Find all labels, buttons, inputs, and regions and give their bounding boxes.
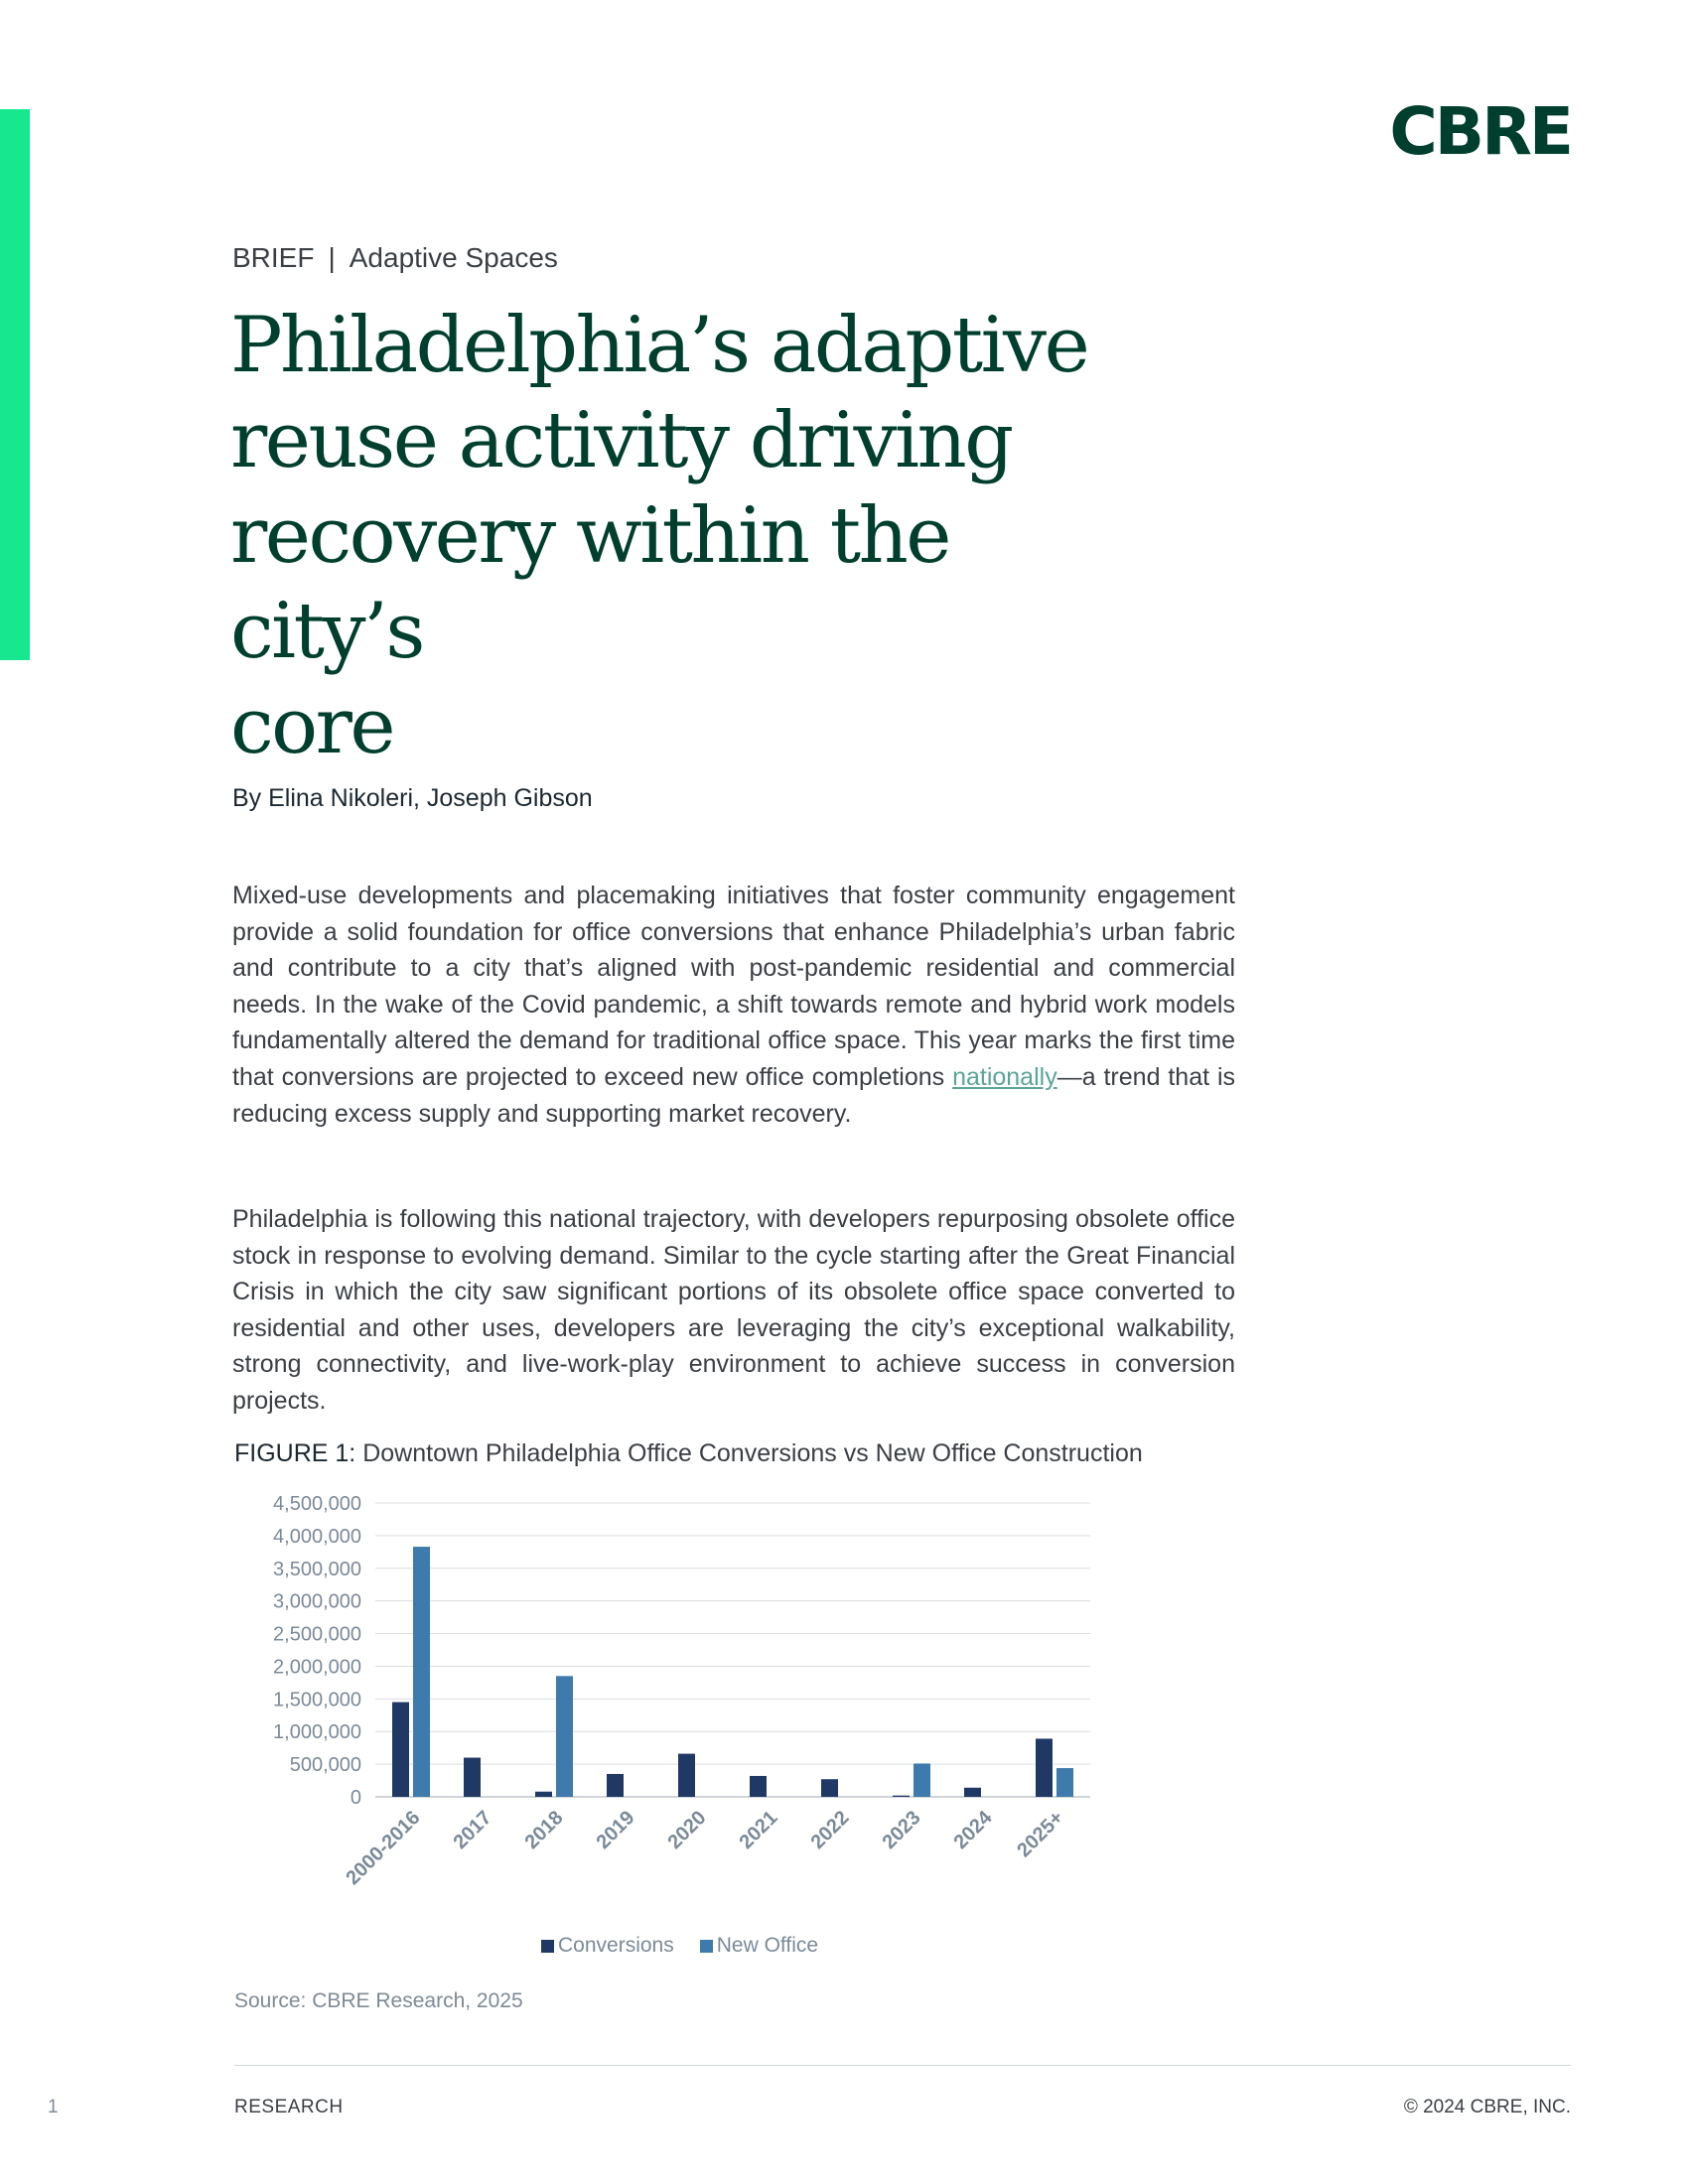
- y-tick-label: 4,500,000: [273, 1493, 361, 1515]
- footer-divider: [234, 2065, 1571, 2066]
- x-tick-label: 2019: [592, 1806, 639, 1854]
- kicker-topic: Adaptive Spaces: [349, 242, 558, 273]
- bar-new-office: [413, 1547, 430, 1797]
- x-tick-label: 2025+: [1013, 1806, 1068, 1862]
- x-tick-label: 2018: [520, 1806, 568, 1854]
- bar-conversions: [678, 1754, 695, 1797]
- nationally-link[interactable]: nationally: [952, 1062, 1057, 1091]
- title-line: reuse activity driving: [230, 396, 1012, 485]
- bar-conversions: [535, 1792, 552, 1797]
- x-tick-label: 2024: [949, 1806, 997, 1854]
- x-tick-label: 2022: [806, 1806, 854, 1854]
- y-tick-label: 0: [350, 1787, 361, 1809]
- legend-swatch-conversions: [541, 1940, 554, 1953]
- figure-title: Downtown Philadelphia Office Conversions vs New Office Construction: [362, 1439, 1143, 1467]
- legend-label-new-office: New Office: [716, 1934, 819, 1957]
- y-tick-label: 2,000,000: [273, 1656, 361, 1679]
- x-tick-label: 2021: [735, 1806, 782, 1854]
- kicker-separator: |: [328, 242, 336, 273]
- x-tick-label: 2017: [449, 1806, 496, 1854]
- title-line: recovery within the city’s: [230, 491, 949, 676]
- paragraph-1-text-end: —a trend that is reducing excess supply and supporting market recovery.: [232, 1062, 1235, 1128]
- bar-chart: [228, 1484, 1102, 1921]
- figure-label: FIGURE 1:: [234, 1439, 356, 1467]
- legend-item-conversions: [541, 1934, 674, 1958]
- legend-swatch-new-office: [700, 1940, 713, 1953]
- page-number: 1: [48, 2097, 59, 2117]
- page-title: [230, 298, 1124, 774]
- title-line: Philadelphia’s adaptive: [230, 301, 1088, 390]
- paragraph-1-text: Mixed-use developments and placemaking initiatives that foster community engagement provide a solid foundation for office conversions that enhance Philadelphia’s urban fabric and contribute to a city that’s aligned with post-pandemic residential and commercial needs. In the wake of the Covid pandemic, a shift towards remote and hybrid work models fundamentally altered the demand for traditional office space. This year marks the first time that conversions are projected to exceed new office completions: [232, 882, 1235, 1091]
- x-tick-label: 2000-2016: [342, 1806, 425, 1890]
- bar-conversions: [464, 1758, 481, 1797]
- y-tick-label: 500,000: [289, 1754, 361, 1777]
- y-tick-label: 4,000,000: [273, 1525, 361, 1548]
- paragraph-2: Philadelphia is following this national trajectory, with developers repurposing obsolete office stock in response to evolving demand. Similar to the cycle starting after the Great Financial Crisis in which the city saw significant portions of its obsolete office space converted to residential and other uses, developers are leveraging the city’s exceptional walkability, strong connectivity, and live-work-play environment to achieve success in conversion projects.: [232, 1205, 1235, 1415]
- x-tick-label: 2020: [663, 1806, 711, 1854]
- bar-conversions: [964, 1788, 981, 1797]
- bar-new-office: [914, 1763, 930, 1797]
- x-tick-label: 2023: [878, 1806, 925, 1854]
- y-tick-label: 1,500,000: [273, 1689, 361, 1711]
- legend-label-conversions: Conversions: [558, 1934, 674, 1957]
- bar-conversions: [821, 1779, 838, 1797]
- footer-section-label: RESEARCH: [234, 2097, 344, 2117]
- cbre-logo: CBRE: [1389, 93, 1571, 170]
- figure-source: Source: CBRE Research, 2025: [234, 1989, 523, 2012]
- kicker-type: BRIEF: [232, 242, 315, 273]
- chart-legend: [541, 1934, 818, 1958]
- paragraph-1: [232, 878, 1235, 1132]
- bar-conversions: [607, 1774, 624, 1797]
- y-tick-label: 2,500,000: [273, 1623, 361, 1646]
- accent-bar: [0, 109, 30, 660]
- kicker: [232, 242, 558, 274]
- bar-conversions: [1036, 1738, 1053, 1797]
- bar-conversions: [893, 1796, 910, 1797]
- title-line: core: [230, 682, 394, 771]
- bar-new-office: [1056, 1768, 1073, 1797]
- footer-copyright: © 2024 CBRE, INC.: [1403, 2097, 1571, 2117]
- y-tick-label: 1,000,000: [273, 1721, 361, 1744]
- y-tick-label: 3,500,000: [273, 1558, 361, 1580]
- bar-new-office: [556, 1676, 573, 1797]
- byline: By Elina Nikoleri, Joseph Gibson: [232, 784, 593, 812]
- y-tick-label: 3,000,000: [273, 1590, 361, 1613]
- figure-caption: [234, 1439, 1143, 1468]
- bar-conversions: [750, 1776, 767, 1797]
- legend-item-new-office: [700, 1934, 818, 1958]
- bar-conversions: [392, 1703, 409, 1797]
